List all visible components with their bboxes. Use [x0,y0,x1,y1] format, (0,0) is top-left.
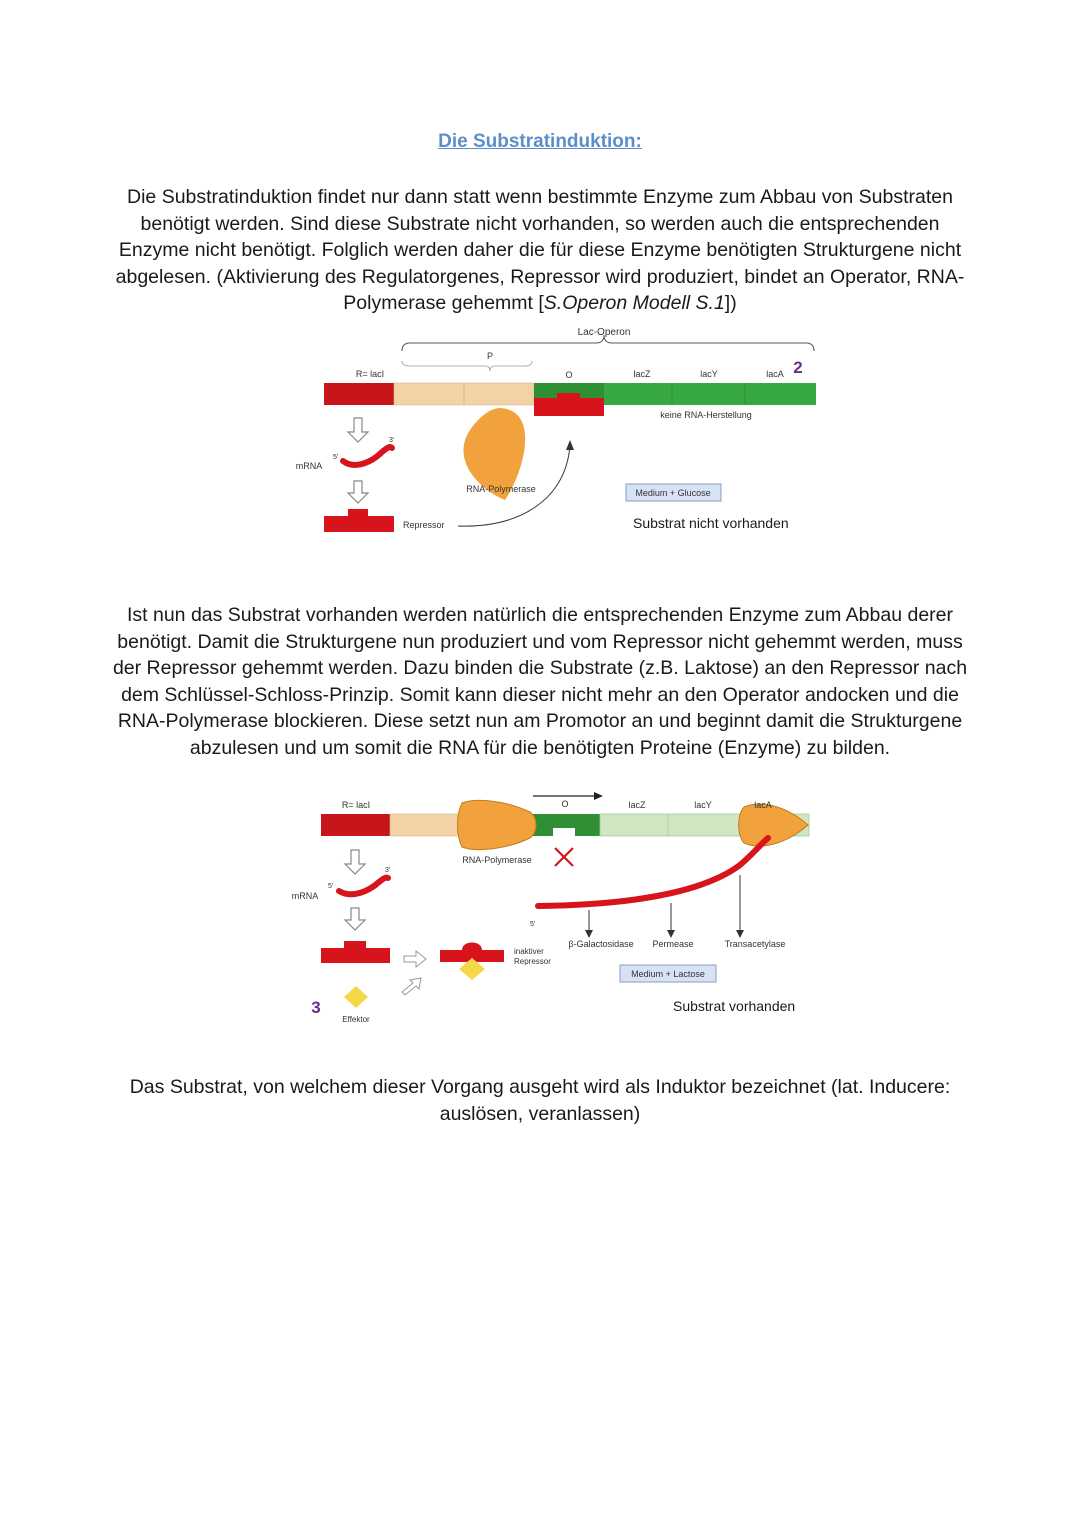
text-line: benötigt. Damit die Strukturgene nun produziert und vom Repressor nicht gehemmt werden, muss [117,630,963,653]
rna-polymerase-end [739,804,808,846]
three-prime-label: 3' [385,867,391,874]
text-line: der Repressor gehemmt werden. Dazu binden die Substrate (z.B. Laktose) an den Repressor nach [112,657,968,680]
arrow-right-icon [594,792,603,800]
paragraph-3 [90,1074,990,1127]
regulator-gene [321,814,390,836]
text-line: dem Schlüssel-Schloss-Prinzip. Somit kann dieser nicht mehr an den Operator andocken und die [121,683,959,706]
text-line: RNA-Polymerase blockieren. Diese setzt nun am Promotor an und beginnt damit die Strukturgene [117,710,963,733]
text-line: benötigt werden. Sind diese Substrate nicht vorhanden, so werden auch die entsprechenden [140,212,940,235]
arrow-down-icon [345,850,365,874]
arrow-up-right-icon [402,978,421,995]
promoter-label: P [486,351,494,361]
effector-diamond [344,986,368,1008]
arrow-down-icon [345,908,365,930]
repressor-label: Repressor [403,520,445,530]
laca-label: lacA [754,800,772,810]
inactive-label: Repressor [514,957,551,966]
text-line: Die Substratinduktion findet nur dann statt wenn bestimmte Enzyme zum Abbau von Substraten [127,186,953,208]
medium-label: Medium + Lactose [631,969,705,979]
figure1-caption: Substrat nicht vorhanden [633,515,789,531]
laca-label: lacA [766,369,784,379]
text-line: Das Substrat, von welchem dieser Vorgang ausgeht wird als Induktor bezeichnet (lat. Inducere: [129,1076,951,1098]
mrna-strand [339,878,388,895]
mrna-label: mRNA [295,461,323,471]
blocked-x-icon [555,848,573,866]
permease-label: Permease [652,939,694,949]
rna-polymerase-label: RNA-Polymerase [462,855,532,865]
inactive-label: inaktiver [514,947,544,956]
rna-polymerase-label: RNA-Polymerase [466,484,536,494]
lacy-label: lacY [700,369,718,379]
operon-label: Lac-Operon [577,327,631,338]
lacy-label: lacY [694,800,712,810]
figure-number: 3 [311,998,321,1017]
five-prime-label: 5' [333,454,339,461]
regulator-label: R= lacI [355,369,385,379]
text-line: abgelesen. (Aktivierung des Regulatorgenes, Repressor wird produziert, bindet an Operator, RNA- [115,265,965,288]
effector-label: Effektor [342,1015,370,1024]
figure2-caption: Substrat vorhanden [673,998,796,1014]
text-line: auslösen, veranlassen) [439,1102,641,1125]
lacz-label: lacZ [633,369,651,379]
page-title: Die Substratinduktion: [438,131,642,152]
galactosidase-label: β-Galactosidase [568,939,634,949]
medium-label: Medium + Glucose [635,488,711,498]
operator-label: O [561,799,569,809]
reference-text: S.Operon Modell S.1 [543,292,725,315]
mrna-label: mRNA [291,891,319,901]
text-line: Enzyme nicht benötigt. Folglich werden daher die für diese Enzyme benötigten Strukturgene nicht [118,239,962,262]
arrow-right-icon [404,951,426,967]
text-line: Ist nun das Substrat vorhanden werden natürlich die entsprechenden Enzyme zum Abbau derer [126,604,953,626]
repressor-protein [321,941,390,963]
five-prime-label: 5' [530,921,536,928]
operator-label: O [565,370,573,380]
five-prime-label: 5' [328,883,334,890]
three-prime-label: 3' [389,437,395,444]
text-line: Polymerase gehemmt [S.Operon Modell S.1]) [343,292,737,315]
text-line: abzulesen und um somit die RNA für die benötigten Proteine (Enzyme) zu bilden. [189,736,891,759]
regulator-label: R= lacI [341,800,371,810]
lacz-label: lacZ [628,800,646,810]
transacetylase-label: Transacetylase [724,939,786,949]
rna-polymerase [458,800,537,849]
no-rna-label: keine RNA-Herstellung [660,410,752,420]
figure-number: 2 [793,358,803,377]
operator-free-site [553,828,575,836]
